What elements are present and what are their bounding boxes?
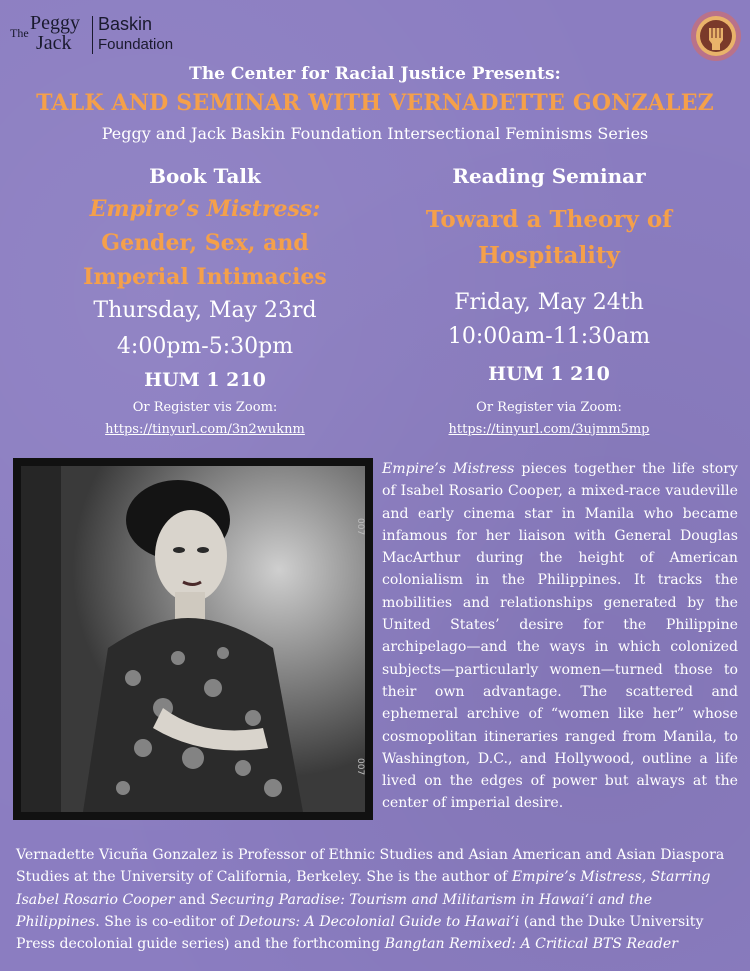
book-talk-register: Or Register vis Zoom: <box>132 400 278 415</box>
description-text: pieces together the life story of Isabel Rosario Cooper, a mixed-race vaudeville and early cinema star in Manila who became infamous for her liaison with General Douglas MacArthur during the height of American colonialism in the Philippines. It tracks the mobilities and relationships generated by the United States’ desire for the Philippine archipelago—and the ways in which colonized subjects—particularly women—turned those to their own advantage. The scattered and ephemeral archive of “women like her” whose cosmopolitan itineraries ranged from Manila, to Washington, D.C., and Hollywood, outline a life lived on the edges of power but always at the center of imperial desire. <box>382 461 738 812</box>
bio-text-3: . She is co-editor of <box>95 913 239 930</box>
logo-the: The <box>10 26 29 40</box>
seminar-title-line1: Toward a Theory of <box>425 206 673 233</box>
event-headline: TALK AND SEMINAR WITH VERNADETTE GONZALEZ <box>36 90 714 116</box>
book-title-line3: Imperial Intimacies <box>83 264 327 290</box>
description-book-title: Empire’s Mistress <box>382 461 515 477</box>
film-edge-code-lower: 007 <box>355 758 365 776</box>
seminar-zoom-link[interactable]: https://tinyurl.com/3ujmm5mp <box>448 422 650 437</box>
raised-fist-icon <box>690 10 742 62</box>
seminar-register: Or Register via Zoom: <box>476 400 622 415</box>
book-talk-room: HUM 1 210 <box>144 369 266 391</box>
bio-book-1: Empire’s Mistress, Starring Isabel Rosario Cooper <box>16 869 711 908</box>
bio-text-4: (and the Duke University Press decolonial guide series) and the forthcoming <box>16 913 704 953</box>
bio-text-2: and <box>174 891 210 908</box>
book-talk-zoom-link[interactable]: https://tinyurl.com/3n2wuknm <box>105 422 305 437</box>
presents-line: The Center for Racial Justice Presents: <box>189 64 561 84</box>
bio-text-1: Vernadette Vicuña Gonzalez is Professor of Ethnic Studies and Asian American and Asian Diaspora Studies at the University of California, Berkeley. She is the author of <box>16 847 725 886</box>
logo-peggy: Peggy <box>30 12 80 34</box>
book-title-line1: Empire’s Mistress: <box>89 196 321 222</box>
seminar-date: Friday, May 24th <box>454 290 644 315</box>
bio-book-3: Detours: A Decolonial Guide to Hawai‘i <box>238 913 520 930</box>
seminar-time: 10:00am-11:30am <box>447 324 651 349</box>
speaker-bio <box>16 844 738 955</box>
logo-foundation: Foundation <box>98 36 174 53</box>
series-line: Peggy and Jack Baskin Foundation Intersectional Feminisms Series <box>101 124 649 143</box>
book-talk-heading: Book Talk <box>149 164 261 188</box>
seminar-title-line2: Hospitality <box>478 242 620 269</box>
book-talk-date: Thursday, May 23rd <box>93 298 317 323</box>
logo-divider <box>92 16 93 54</box>
seminar-heading: Reading Seminar <box>452 164 646 188</box>
portrait-photo <box>13 458 373 820</box>
book-title-line2: Gender, Sex, and <box>101 230 309 256</box>
bio-book-2: Securing Paradise: Tourism and Militarism in Hawai‘i and the Philippines <box>16 891 653 930</box>
foundation-logo <box>8 8 174 60</box>
book-description <box>382 458 738 815</box>
seminar-room: HUM 1 210 <box>488 363 610 385</box>
logo-jack: Jack <box>36 32 72 54</box>
bio-book-4: Bangtan Remixed: A Critical BTS Reader <box>384 936 678 953</box>
book-talk-time: 4:00pm-5:30pm <box>116 334 294 359</box>
film-edge-code: 007 <box>355 518 365 536</box>
logo-baskin: Baskin <box>98 14 153 34</box>
